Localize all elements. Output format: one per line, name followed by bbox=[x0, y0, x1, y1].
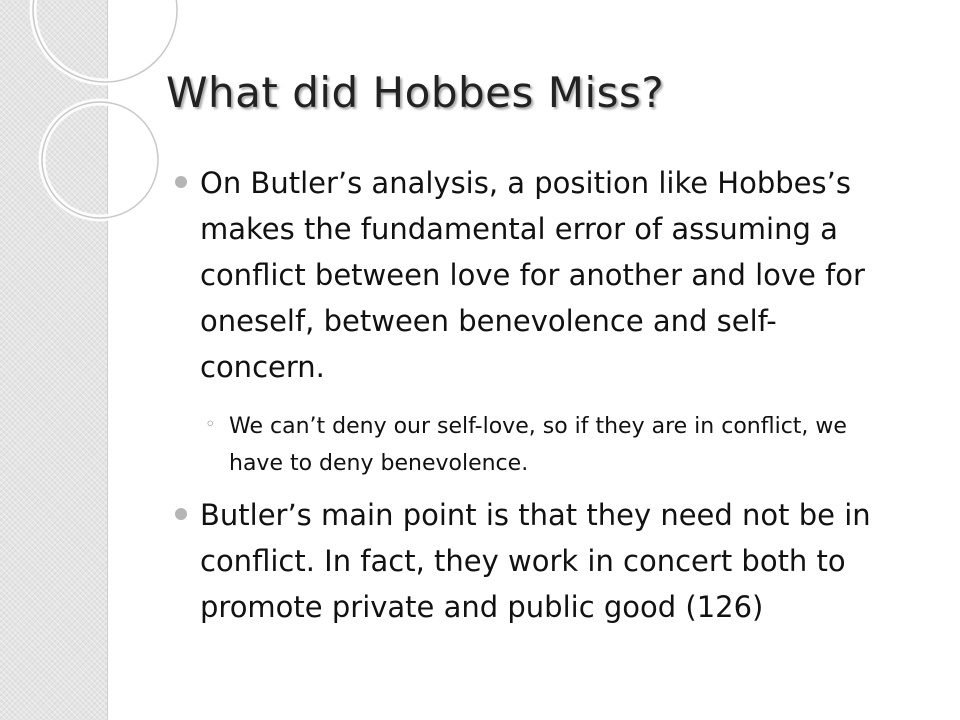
decorative-circles bbox=[0, 0, 180, 260]
slide-title: What did Hobbes Miss? bbox=[166, 68, 665, 117]
slide-body bbox=[175, 160, 925, 630]
sub-bullet-text: We can’t deny our self-love, so if they are in conflict, we have to deny benevolence. bbox=[229, 414, 847, 476]
decor-circle-large-outline bbox=[33, 0, 177, 82]
decor-circle-small-outline bbox=[42, 102, 158, 218]
sub-bullet-ring-icon: ◦ bbox=[205, 414, 216, 435]
bullet-dot-icon bbox=[175, 508, 187, 520]
bullet-item bbox=[175, 492, 925, 630]
bullet-text: On Butler’s analysis, a position like Hobbes’s makes the fundamental error of assuming a conflict between love for another and love for oneself, between benevolence and self-concern. bbox=[200, 166, 865, 384]
bullet-text: Butler’s main point is that they need not be in conflict. In fact, they work in concert both to promote private and public good (126) bbox=[200, 498, 871, 624]
decor-circle-large bbox=[33, 0, 177, 82]
bullet-dot-icon bbox=[175, 176, 187, 188]
sub-bullet-item bbox=[175, 408, 925, 482]
bullet-item bbox=[175, 160, 925, 390]
